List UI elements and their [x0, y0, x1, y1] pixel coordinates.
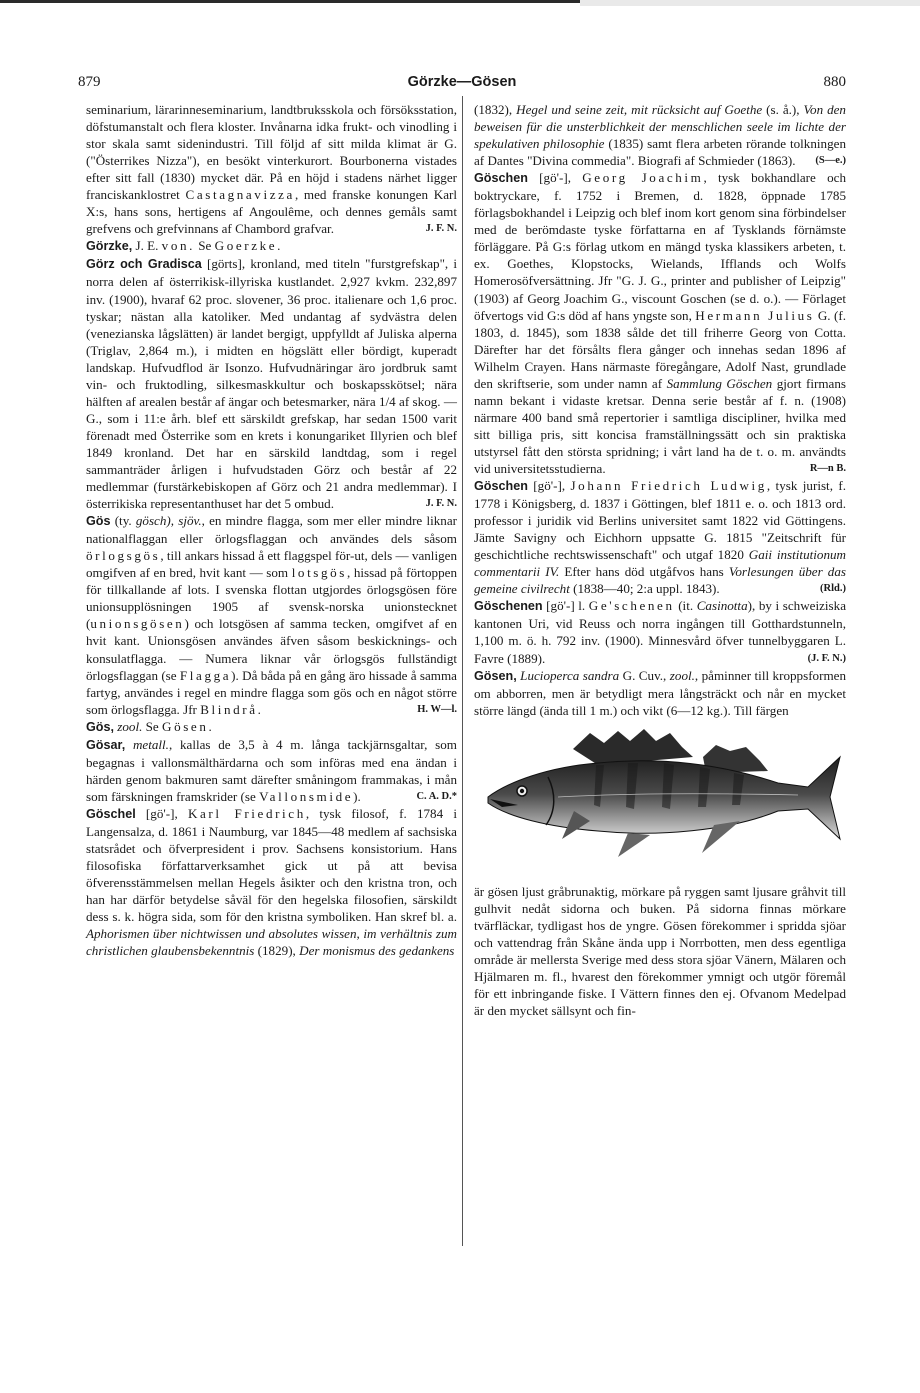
column-divider	[462, 96, 463, 1246]
headword: Gösen,	[474, 668, 517, 683]
page-number-left: 879	[78, 74, 101, 90]
signature: J. F. N.	[425, 223, 457, 235]
headword: Göschen	[474, 479, 528, 494]
entry-gorz-continued: seminarium, lärarinneseminarium, landtbruksskola och försöksstation, döfstumanstalt och flera kloster. Invånarna idka frukt- och vinodling i stor skala samt sidenindustri. Till följd af sitt milda klimat är G. ("Österrikes Nizza"), en besökt vinterkurort. Bourbonerna vistades efter sitt fall (1830) mycket där. På en höjd i stadens närhet ligger franciskanklostret Castagnavizza, med franske konungen Karl X:s, hans sons, hertigens af Angoulême, och dennes gemåls samt grefvens och grefvinnans af Chambord grafvar. J. F. N.	[86, 102, 457, 237]
signature: (S—e.)	[815, 155, 846, 167]
entry-goschen-johann: Göschen [gö'-], Johann Friedrich Ludwig, tysk jurist, f. 1778 i Königsberg, d. 1837 i Göttingen, blef 1811 e. o. och 1813 ord. professor i juridik vid Berlins universitet samt 1822 vid Göttingens. Jämte Savigny och Eichhorn uppsatte G. 1815 "Zeitschrift für geschichtliche rechtswissenschaft" och utgaf 1820 Gaii institutionum commentarii IV. Efter hans död utgåfvos hans Vorlesungen über das gemeine civilrecht (1838—40; 2:a uppl. 1843). (Rld.)	[474, 478, 846, 597]
entry-gosen-continued: är gösen ljust gråbrunaktig, mörkare på ryggen samt ljusare gråhvit till gulhvit nedåt sidorna och buken. På sidorna finnas mörkare tvärfläckar, tydligast hos de yngre. Gösen förekommer i spridda sjöar och vattendrag från Skåne ända upp i Norrbotten, men dess egentliga område är mellersta Sverige med dess stora sjöar Vänern, Mälaren och Hjälmaren m. fl., hvarest den förekommer ymnigt och utgör föremål för ett inbringande fiske. I Vättern finnes den ej. Ofvanom Medelpad är den mycket sällsynt och fin-	[474, 883, 846, 1019]
entry-gosen: Gösen, Lucioperca sandra G. Cuv., zool., påminner till kroppsformen om abborren, men är betydligt mera långsträckt och når en mycket större längd (ända till 1 m.) och vikt (6—12 kg.). Till färgen	[474, 667, 847, 718]
entry-goschen-georg: Göschen [gö'-], Georg Joachim, tysk bokhandlare och boktryckare, f. 1752 i Bremen, d. 1828, öppnade 1785 förlagsbokhandel i Leipzig och blef inom kort genom sina förbindelser med de berömdaste tyske författarna en af Tysklands förnämste förläggare. På G:s förlag utkom en mängd tyska klassikers arbeten, t. ex. Goethes, Klopstocks, Wielands, Ifflands och Wolfs Homerosöfversättning. Jfr "G. J. G., printer and publisher of Leipzig" (1903) af Georg Joachim G., viscount Goschen (se d. o.). — Förlaget öfvertogs vid G:s död af hans yngste son, Hermann Julius G. (f. 1803, d. 1845), som 1838 sålde det till friherre Georg von Cotta. Därefter har det försålts flera gånger och innehas sedan 1896 af Wilhelm Crayen. Hans närmaste föregångare, Adolf Nast, grundlade den skriftserie, som under namn af Sammlung Göschen gjort firmans namn bekant i vidaste kretsar. Denna serie består af f. n. (1908) närmare 400 band små repertorier i samtliga discipliner, hvilka med sitt billiga pris, sitt koncisa framställningssätt och sin praktiska utstyrsel fått den största spridning; i vårt land ha de t. o. m. användts vid universitetsstudierna. R—n B.	[474, 170, 847, 476]
right-column	[474, 101, 846, 1019]
entry-gorzke: Görzke, J. E. von. Se Goerzke.	[86, 238, 284, 254]
headword: Göschenen	[474, 599, 543, 614]
signature: H. W—l.	[417, 703, 457, 715]
scan-edge-shadow	[580, 0, 920, 6]
entry-gos: Gös (ty. gösch), sjöv., en mindre flagga, som mer eller mindre liknar nationalflaggan eller örlogsflaggan och användes dels såsom örlogsgös, till ankars hissad å ett flaggspel för-ut, dels — vanligen omgifven af en bred, hvit kant — som lotsgös, hissad på förtoppen för tillkallande af lots. I svenska flottan utgjordes örlogsgösen före unionsupplösningen 1905 af svensk-norska unionstecknet (unionsgösen) och lotsgösen af samma tecken, omgifvet af en hvit kant. Unionsgösen användes äfven såsom beskicknings- och konsulatflagga. — Numera liknar vår örlogsgös fullständigt örlogsflaggan (se Flagga). Då båda på en gång äro hissade å samma fartyg, användes i regel en mindre flagga som gös och en något större som örlogsflagga. Jfr Blindrå. H. W—l.	[86, 513, 457, 717]
headword: Göschel	[86, 806, 136, 821]
left-column	[86, 101, 457, 959]
signature: J. F. N.	[425, 498, 457, 510]
entry-goschenen: Göschenen [gö'-] l. Ge'schenen (it. Casinotta), by i schweiziska kantonen Uri, vid Reuss och norra ingången till Gotthardstunneln, 1,100 m. ö. h. 792 inv. (1900). Minnesvård öfver tunnelbyggaren L. Favre (1889). (J. F. N.)	[474, 598, 846, 666]
page-title: Görzke—Gösen	[407, 74, 517, 90]
signature: R—n B.	[809, 462, 846, 474]
signature: C. A. D.*	[416, 790, 457, 802]
page-header	[78, 74, 846, 94]
entry-gos-zool: Gös, zool. Se Gösen.	[86, 718, 215, 734]
entry-gosar: Gösar, metall., kallas de 3,5 à 4 m. långa tackjärnsgaltar, som begagnas i vallonsmälthärdarna och som införas med ena ändan i härden genom bakmuren samt därefter småningom frammakas, i mån som färskningen framskrider (se Vallonsmide). C. A. D.*	[86, 736, 457, 804]
signature: (J. F. N.)	[807, 652, 846, 664]
entry-goschel: Göschel [gö'-], Karl Friedrich, tysk filosof, f. 1784 i Langensalza, d. 1861 i Naumburg, var 1845—48 medlem af sachsiska statsrådet och öfverpresident i prov. Sachsens konsistorium. Hans filosofiska författarverksamhet gick ut på att bevisa öfverensstämmelsen mellan Hegels åsikter och den kristna tron, och han har därför betydelse såväl för den hegelska filosofien, särskildt dess s. k. högra sida, som för den kristna symboliken. Han skref bl. a. Aphorismen über nichtwissen und absolutes wissen, im verhältnis zum christlichen glaubensbekenntnis (1829), Der monismus des gedankens	[86, 805, 458, 959]
entry-gorz-och-gradisca: Görz och Gradisca [görts], kronland, med titeln "furstgrefskap", i norra delen af österrikisk-illyriska kustlandet. 2,927 kvkm. 232,897 inv. (1900), hvaraf 62 proc. slovener, 36 proc. italienare och 1,6 proc. tyskar; nästan alla katoliker. Med undantag af sydvästra delen (venezianska lågslätten) är landet bergigt, uppfylldt af Juliska alperna (Triglav, 2,864 m.), i midten en högslätt eller bördigt, kuperadt landskap. Hufvudflod är Isonzo. Hufvudnäringar äro jordbruk samt vin- och fruktodling, silkesmaskkultur och boskapsskötsel; nära hälften af arealen består af ängar och betesmarker, nära 1/4 af skog. — G., som i 11:e årh. blef ett särskildt grefskap, har sedan 1500 varit förenadt med Österrike som en krets i konungariket Illyrien och blef 1849 kronland. Det har en särskild landtdag, som i regel sammanträder årligen i hufvudstaden Görz och består af 22 medlemmar (furstärkebiskopen af Görz och 21 andra medlemmar). I österrikiska representanthuset har det 5 ombud. J. F. N.	[86, 256, 457, 512]
headword: Göschen	[474, 171, 528, 186]
headword: Gösar,	[86, 737, 126, 752]
headword: Gös	[86, 514, 111, 529]
entry-goschel-continued: (1832), Hegel und seine zeit, mit rücksicht auf Goethe (s. å.), Von den beweisen für die unsterblichkeit der menschlichen seele im lichte der spekulativen philosophie (1835) samt flera arbeten rörande tolkningen af Dantes "Divina commedia". Biografi af Schmieder (1863). (S—e.)	[474, 102, 846, 169]
signature: (Rld.)	[820, 583, 846, 595]
headword: Görz och Gradisca	[86, 257, 202, 272]
headword: Görzke,	[86, 239, 133, 254]
page-number-right: 880	[823, 74, 846, 90]
zander-fish-icon	[478, 727, 844, 877]
headword: Gös,	[86, 719, 114, 734]
